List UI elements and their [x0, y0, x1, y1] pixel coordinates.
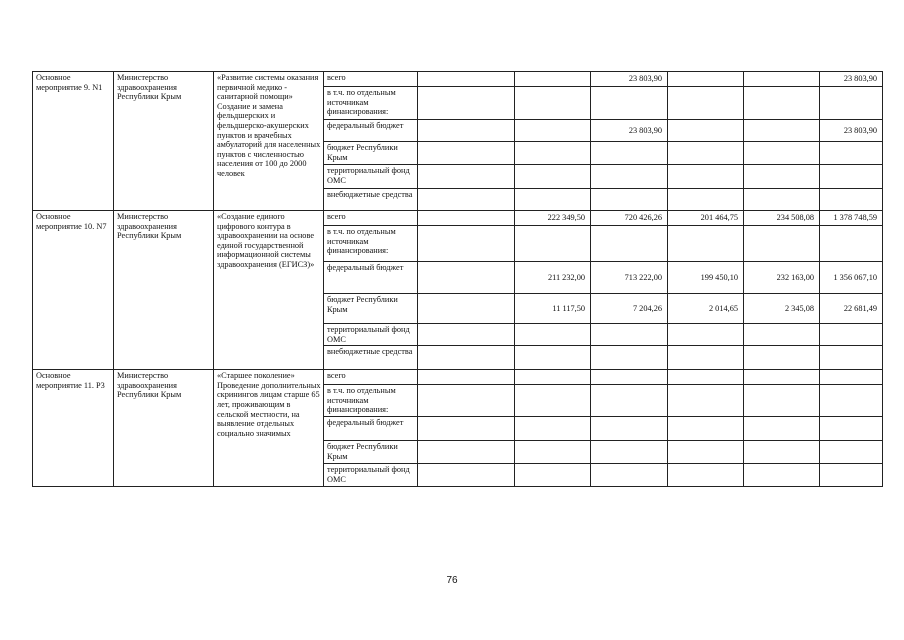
amount-cell: 7 204,26: [591, 294, 668, 324]
amount-cell: 1 356 067,10: [820, 262, 883, 294]
amount-cell: [668, 142, 744, 165]
amount-cell: [515, 120, 591, 142]
amount-cell: [418, 87, 515, 120]
amount-cell: [591, 324, 668, 346]
amount-cell: [418, 165, 515, 189]
amount-cell: [515, 189, 591, 211]
amount-cell: [668, 226, 744, 262]
source-label-cell: федеральный бюджет: [324, 262, 418, 294]
page-number: 76: [446, 575, 458, 586]
amount-cell: [515, 165, 591, 189]
amount-cell: 23 803,90: [591, 120, 668, 142]
amount-cell: [591, 370, 668, 385]
amount-cell: [418, 142, 515, 165]
amount-cell: [668, 440, 744, 463]
table-row: [33, 370, 883, 385]
amount-cell: [515, 346, 591, 370]
source-label-cell: бюджет Республики Крым: [324, 440, 418, 463]
amount-cell: [744, 463, 820, 486]
source-label-cell: бюджет Республики Крым: [324, 142, 418, 165]
amount-cell: 23 803,90: [820, 120, 883, 142]
amount-cell: [418, 294, 515, 324]
amount-cell: [744, 189, 820, 211]
event-name-cell: «Создание единого цифрового контура в здравоохранении на основе единой государственной информационной системы здравоохранения (ЕГИСЗ)»: [214, 211, 324, 370]
amount-cell: [820, 324, 883, 346]
amount-cell: [744, 346, 820, 370]
amount-cell: 22 681,49: [820, 294, 883, 324]
amount-cell: [591, 346, 668, 370]
table-row: [33, 211, 883, 226]
executor-cell: Министерство здравоохранения Республики Крым: [114, 370, 214, 487]
amount-cell: [418, 370, 515, 385]
source-label-cell: территориальный фонд ОМС: [324, 324, 418, 346]
amount-cell: [744, 226, 820, 262]
amount-cell: [668, 370, 744, 385]
amount-cell: [668, 463, 744, 486]
amount-cell: 2 345,08: [744, 294, 820, 324]
amount-cell: 23 803,90: [591, 72, 668, 87]
amount-cell: [744, 324, 820, 346]
amount-cell: [744, 142, 820, 165]
amount-cell: 199 450,10: [668, 262, 744, 294]
source-label-cell: в т.ч. по отдельным источникам финансирования:: [324, 385, 418, 417]
budget-table: [32, 71, 883, 487]
amount-cell: [820, 226, 883, 262]
source-label-cell: федеральный бюджет: [324, 120, 418, 142]
amount-cell: [668, 72, 744, 87]
amount-cell: 211 232,00: [515, 262, 591, 294]
amount-cell: [591, 385, 668, 417]
amount-cell: [418, 463, 515, 486]
executor-cell: Министерство здравоохранения Республики Крым: [114, 211, 214, 370]
amount-cell: [820, 370, 883, 385]
amount-cell: [820, 87, 883, 120]
source-label-cell: федеральный бюджет: [324, 416, 418, 440]
amount-cell: 1 378 748,59: [820, 211, 883, 226]
amount-cell: [418, 416, 515, 440]
amount-cell: [515, 416, 591, 440]
amount-cell: [820, 385, 883, 417]
amount-cell: [418, 211, 515, 226]
amount-cell: [820, 463, 883, 486]
amount-cell: [668, 189, 744, 211]
amount-cell: [668, 87, 744, 120]
amount-cell: [744, 385, 820, 417]
measure-cell: Основное мероприятие 11. P3: [33, 370, 114, 487]
amount-cell: [744, 87, 820, 120]
amount-cell: [744, 72, 820, 87]
measure-cell: Основное мероприятие 10. N7: [33, 211, 114, 370]
amount-cell: [591, 463, 668, 486]
amount-cell: 234 508,08: [744, 211, 820, 226]
amount-cell: [591, 189, 668, 211]
table-row: [33, 72, 883, 87]
source-label-cell: в т.ч. по отдельным источникам финансирования:: [324, 226, 418, 262]
source-label-cell: всего: [324, 211, 418, 226]
amount-cell: [418, 189, 515, 211]
amount-cell: 23 803,90: [820, 72, 883, 87]
amount-cell: [591, 440, 668, 463]
amount-cell: 2 014,65: [668, 294, 744, 324]
amount-cell: [515, 370, 591, 385]
amount-cell: [418, 440, 515, 463]
amount-cell: [668, 120, 744, 142]
amount-cell: [418, 262, 515, 294]
amount-cell: [820, 416, 883, 440]
amount-cell: [515, 87, 591, 120]
amount-cell: [515, 72, 591, 87]
source-label-cell: внебюджетные средства: [324, 346, 418, 370]
amount-cell: [515, 324, 591, 346]
amount-cell: [418, 346, 515, 370]
amount-cell: [515, 142, 591, 165]
amount-cell: [744, 165, 820, 189]
source-label-cell: всего: [324, 72, 418, 87]
amount-cell: 720 426,26: [591, 211, 668, 226]
source-label-cell: в т.ч. по отдельным источникам финансирования:: [324, 87, 418, 120]
event-name-cell: «Старшее поколение» Проведение дополнительных скринингов лицам старше 65 лет, проживающим в сельской местности, на выявление отдельных социально значимых: [214, 370, 324, 487]
amount-cell: [418, 120, 515, 142]
amount-cell: [418, 72, 515, 87]
amount-cell: [515, 226, 591, 262]
amount-cell: [515, 385, 591, 417]
amount-cell: 222 349,50: [515, 211, 591, 226]
amount-cell: [668, 165, 744, 189]
source-label-cell: всего: [324, 370, 418, 385]
amount-cell: [820, 142, 883, 165]
amount-cell: [744, 120, 820, 142]
amount-cell: [820, 440, 883, 463]
amount-cell: [418, 385, 515, 417]
amount-cell: [591, 87, 668, 120]
amount-cell: 713 222,00: [591, 262, 668, 294]
source-label-cell: бюджет Республики Крым: [324, 294, 418, 324]
amount-cell: [591, 142, 668, 165]
event-name-cell: «Развитие системы оказания первичной медико - санитарной помощи» Создание и замена фельдшерских и фельдшерско-акушерских пунктов и врачебных амбулаторий для населенных пунктов с численностью населения от 100 до 2000 человек: [214, 72, 324, 211]
amount-cell: 201 464,75: [668, 211, 744, 226]
amount-cell: 232 163,00: [744, 262, 820, 294]
amount-cell: [744, 416, 820, 440]
amount-cell: [591, 226, 668, 262]
amount-cell: [668, 324, 744, 346]
source-label-cell: внебюджетные средства: [324, 189, 418, 211]
amount-cell: [668, 416, 744, 440]
amount-cell: [515, 440, 591, 463]
source-label-cell: территориальный фонд ОМС: [324, 463, 418, 486]
amount-cell: [820, 189, 883, 211]
amount-cell: [744, 370, 820, 385]
source-label-cell: территориальный фонд ОМС: [324, 165, 418, 189]
amount-cell: 11 117,50: [515, 294, 591, 324]
amount-cell: [515, 463, 591, 486]
executor-cell: Министерство здравоохранения Республики Крым: [114, 72, 214, 211]
amount-cell: [591, 416, 668, 440]
amount-cell: [744, 440, 820, 463]
amount-cell: [668, 385, 744, 417]
amount-cell: [418, 226, 515, 262]
amount-cell: [418, 324, 515, 346]
table-body: [33, 72, 883, 487]
amount-cell: [668, 346, 744, 370]
amount-cell: [591, 165, 668, 189]
measure-cell: Основное мероприятие 9. N1: [33, 72, 114, 211]
amount-cell: [820, 346, 883, 370]
amount-cell: [820, 165, 883, 189]
